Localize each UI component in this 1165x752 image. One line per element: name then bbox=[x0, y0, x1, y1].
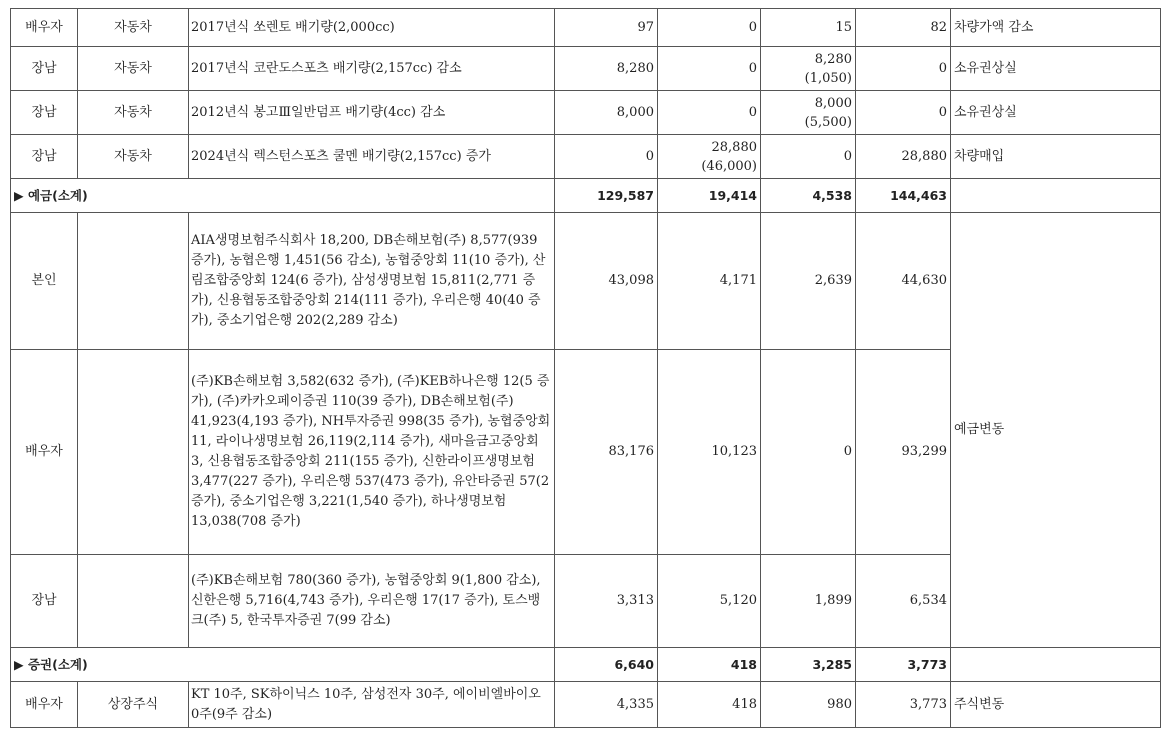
table-row bbox=[11, 91, 1161, 135]
previous-value-cell: 83,176 bbox=[555, 350, 658, 555]
reason-cell: 소유권상실 bbox=[951, 47, 1161, 91]
previous-value-cell: 0 bbox=[555, 135, 658, 179]
table-row bbox=[11, 213, 1161, 350]
decrease-cell: 2,639 bbox=[761, 213, 856, 350]
securities-subtotal-label: ▶ 증권(소계) bbox=[11, 648, 555, 682]
reason-cell: 차량매입 bbox=[951, 135, 1161, 179]
increase-cell: 0 bbox=[658, 9, 761, 47]
subtotal-current-cell: 144,463 bbox=[856, 179, 951, 213]
relation-cell: 배우자 bbox=[11, 350, 78, 555]
table-row bbox=[11, 47, 1161, 91]
relation-cell: 본인 bbox=[11, 213, 78, 350]
asset-type-cell: 자동차 bbox=[78, 91, 189, 135]
relation-cell: 장남 bbox=[11, 555, 78, 648]
asset-type-cell: 자동차 bbox=[78, 135, 189, 179]
reason-cell: 차량가액 감소 bbox=[951, 9, 1161, 47]
previous-value-cell: 8,280 bbox=[555, 47, 658, 91]
relation-cell: 배우자 bbox=[11, 682, 78, 728]
subtotal-decrease-cell: 3,285 bbox=[761, 648, 856, 682]
decrease-cell: 0 bbox=[761, 135, 856, 179]
reason-cell: 주식변동 bbox=[951, 682, 1161, 728]
decrease-cell: 15 bbox=[761, 9, 856, 47]
asset-type-cell: 자동차 bbox=[78, 47, 189, 91]
decrease-cell: 980 bbox=[761, 682, 856, 728]
relation-cell: 배우자 bbox=[11, 9, 78, 47]
decrease-value: 8,000 bbox=[814, 95, 852, 111]
decrease-cell: 0 bbox=[761, 350, 856, 555]
previous-value-cell: 97 bbox=[555, 9, 658, 47]
previous-value-cell: 8,000 bbox=[555, 91, 658, 135]
asset-type-cell: 자동차 bbox=[78, 9, 189, 47]
subtotal-increase-cell: 19,414 bbox=[658, 179, 761, 213]
current-value-cell: 0 bbox=[856, 47, 951, 91]
reason-cell: 소유권상실 bbox=[951, 91, 1161, 135]
description-cell: AIA생명보험주식회사 18,200, DB손해보험(주) 8,577(939 증가), 농협은행 1,451(56 감소), 농협중앙회 11(10 증가), 산림조합중앙회 124(6 증가), 삼성생명보험 15,811(2,771 증가), 신용협동조합중앙회 214(111 증가), 우리은행 40(40 증가), 중소기업은행 202(2,289 감소) bbox=[189, 213, 555, 350]
description-cell: 2024년식 렉스턴스포츠 쿨멘 배기량(2,157cc) 증가 bbox=[189, 135, 555, 179]
table-row bbox=[11, 135, 1161, 179]
decrease-cell bbox=[761, 91, 856, 135]
subtotal-previous-cell: 129,587 bbox=[555, 179, 658, 213]
description-cell: KT 10주, SK하이닉스 10주, 삼성전자 30주, 에이비엘바이오 0주(9주 감소) bbox=[189, 682, 555, 728]
current-value-cell: 28,880 bbox=[856, 135, 951, 179]
description-cell: 2017년식 코란도스포츠 배기량(2,157cc) 감소 bbox=[189, 47, 555, 91]
securities-subtotal-row bbox=[11, 648, 1161, 682]
description-cell: (주)KB손해보험 780(360 증가), 농협중앙회 9(1,800 감소), 신한은행 5,716(4,743 증가), 우리은행 17(17 증가), 토스뱅크(주) 5, 한국투자증권 7(99 감소) bbox=[189, 555, 555, 648]
deposit-reason-cell: 예금변동 bbox=[951, 213, 1161, 648]
increase-cell: 418 bbox=[658, 682, 761, 728]
increase-value: 28,880 bbox=[711, 139, 757, 155]
previous-value-cell: 4,335 bbox=[555, 682, 658, 728]
relation-cell: 장남 bbox=[11, 47, 78, 91]
increase-cell: 0 bbox=[658, 91, 761, 135]
current-value-cell: 0 bbox=[856, 91, 951, 135]
current-value-cell: 3,773 bbox=[856, 682, 951, 728]
subtotal-previous-cell: 6,640 bbox=[555, 648, 658, 682]
asset-change-table bbox=[10, 8, 1161, 728]
decrease-cell bbox=[761, 47, 856, 91]
table-row bbox=[11, 682, 1161, 728]
increase-cell bbox=[658, 135, 761, 179]
increase-cell: 4,171 bbox=[658, 213, 761, 350]
subtotal-increase-cell: 418 bbox=[658, 648, 761, 682]
increase-cell: 0 bbox=[658, 47, 761, 91]
subtotal-reason-cell bbox=[951, 179, 1161, 213]
relation-cell: 장남 bbox=[11, 135, 78, 179]
asset-type-cell: 상장주식 bbox=[78, 682, 189, 728]
increase-note: (46,000) bbox=[701, 158, 757, 174]
previous-value-cell: 3,313 bbox=[555, 555, 658, 648]
description-cell: 2012년식 봉고Ⅲ일반덤프 배기량(4cc) 감소 bbox=[189, 91, 555, 135]
increase-cell: 10,123 bbox=[658, 350, 761, 555]
asset-type-cell bbox=[78, 350, 189, 555]
current-value-cell: 93,299 bbox=[856, 350, 951, 555]
decrease-value: 8,280 bbox=[814, 51, 852, 67]
decrease-note: (5,500) bbox=[804, 114, 852, 130]
current-value-cell: 44,630 bbox=[856, 213, 951, 350]
deposit-subtotal-row bbox=[11, 179, 1161, 213]
increase-cell: 5,120 bbox=[658, 555, 761, 648]
asset-type-cell bbox=[78, 555, 189, 648]
subtotal-reason-cell bbox=[951, 648, 1161, 682]
current-value-cell: 6,534 bbox=[856, 555, 951, 648]
current-value-cell: 82 bbox=[856, 9, 951, 47]
asset-type-cell bbox=[78, 213, 189, 350]
relation-cell: 장남 bbox=[11, 91, 78, 135]
description-cell: 2017년식 쏘렌토 배기량(2,000cc) bbox=[189, 9, 555, 47]
table-row bbox=[11, 9, 1161, 47]
deposit-subtotal-label: ▶ 예금(소계) bbox=[11, 179, 555, 213]
description-cell: (주)KB손해보험 3,582(632 증가), (주)KEB하나은행 12(5 증가), (주)카카오페이증권 110(39 증가), DB손해보험(주) 41,923(4,193 증가), NH투자증권 998(35 증가), 농협중앙회 11, 라이나생명보험 26,119(2,114 증가), 새마을금고중앙회 3, 신용협동조합중앙회 211(155 증가), 신한라이프생명보험 3,477(227 증가), 우리은행 537(473 증가), 유안타증권 57(2 증가), 중소기업은행 3,221(1,540 증가), 하나생명보험 13,038(708 증가) bbox=[189, 350, 555, 555]
subtotal-current-cell: 3,773 bbox=[856, 648, 951, 682]
previous-value-cell: 43,098 bbox=[555, 213, 658, 350]
decrease-note: (1,050) bbox=[804, 70, 852, 86]
decrease-cell: 1,899 bbox=[761, 555, 856, 648]
subtotal-decrease-cell: 4,538 bbox=[761, 179, 856, 213]
